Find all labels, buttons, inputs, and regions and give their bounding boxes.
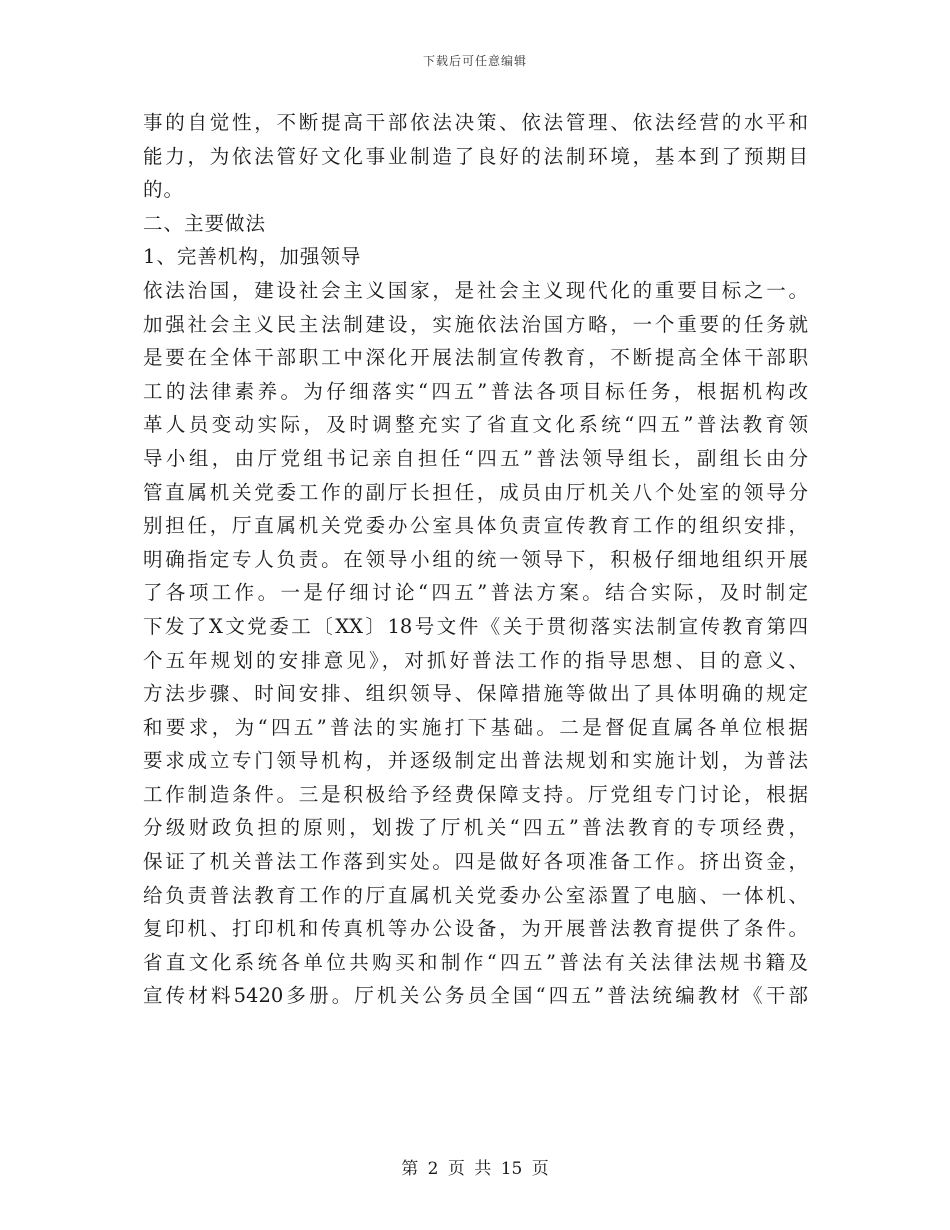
body-line: 方法步骤、时间安排、组织领导、保障措施等做出了具体明确的规定 — [143, 682, 808, 706]
body-line: 和要求，为“四五”普法的实施打下基础。二是督促直属各单位根据 — [143, 715, 808, 739]
body-line: 是要在全体干部职工中深化开展法制宣传教育，不断提高全体干部职 — [143, 346, 808, 370]
body-line: 保证了机关普法工作落到实处。四是做好各项准备工作。挤出资金， — [143, 850, 808, 874]
document-body — [143, 106, 808, 1013]
body-line: 能力，为依法管好文化事业制造了良好的法制环境，基本到了预期目 — [143, 144, 808, 168]
body-line: 别担任，厅直属机关党委办公室具体负责宣传教育工作的组织安排， — [143, 514, 808, 538]
body-line: 给负责普法教育工作的厅直属机关党委办公室添置了电脑、一体机、 — [143, 883, 808, 907]
body-line: 加强社会主义民主法制建设，实施依法治国方略，一个重要的任务就 — [143, 312, 808, 336]
body-line: 工作制造条件。三是积极给予经费保障支持。厅党组专门讨论，根据 — [143, 782, 808, 806]
section-heading: 二、主要做法 — [143, 211, 267, 235]
body-line: 分级财政负担的原则，划拨了厅机关“四五”普法教育的专项经费， — [143, 816, 808, 840]
subsection-heading: 1、完善机构，加强领导 — [143, 245, 362, 269]
body-line: 依法治国，建设社会主义国家，是社会主义现代化的重要目标之一。 — [143, 278, 808, 302]
body-line: 的。 — [143, 178, 185, 202]
body-line: 个五年规划的安排意见》，对抓好普法工作的指导思想、目的意义、 — [143, 648, 808, 672]
body-line: 要求成立专门领导机构，并逐级制定出普法规划和实施计划，为普法 — [143, 749, 808, 773]
body-line: 省直文化系统各单位共购买和制作“四五”普法有关法律法规书籍及 — [143, 950, 808, 974]
body-line: 革人员变动实际，及时调整充实了省直文化系统“四五”普法教育领 — [143, 413, 808, 437]
body-line: 管直属机关党委工作的副厅长担任，成员由厅机关八个处室的领导分 — [143, 480, 808, 504]
body-line: 工的法律素养。为仔细落实“四五”普法各项目标任务，根据机构改 — [143, 379, 808, 403]
body-line: 复印机、打印机和传真机等办公设备，为开展普法教育提供了条件。 — [143, 917, 808, 941]
body-line: 事的自觉性，不断提高干部依法决策、依法管理、依法经营的水平和 — [143, 111, 808, 134]
page-header: 下载后可任意编辑 — [422, 54, 527, 68]
body-line: 宣传材料5420多册。厅机关公务员全国“四五”普法统编教材《干部 — [143, 984, 808, 1008]
body-line: 下发了X文党委工〔XX〕18号文件《关于贯彻落实法制宣传教育第四 — [143, 614, 808, 638]
body-line: 导小组，由厅党组书记亲自担任“四五”普法领导组长，副组长由分 — [143, 446, 808, 470]
body-line: 了各项工作。一是仔细讨论“四五”普法方案。结合实际，及时制定 — [143, 581, 808, 605]
body-line: 明确指定专人负责。在领导小组的统一领导下，积极仔细地组织开展 — [143, 547, 808, 571]
page-number-footer: 第 2 页 共 15 页 — [401, 1159, 549, 1179]
